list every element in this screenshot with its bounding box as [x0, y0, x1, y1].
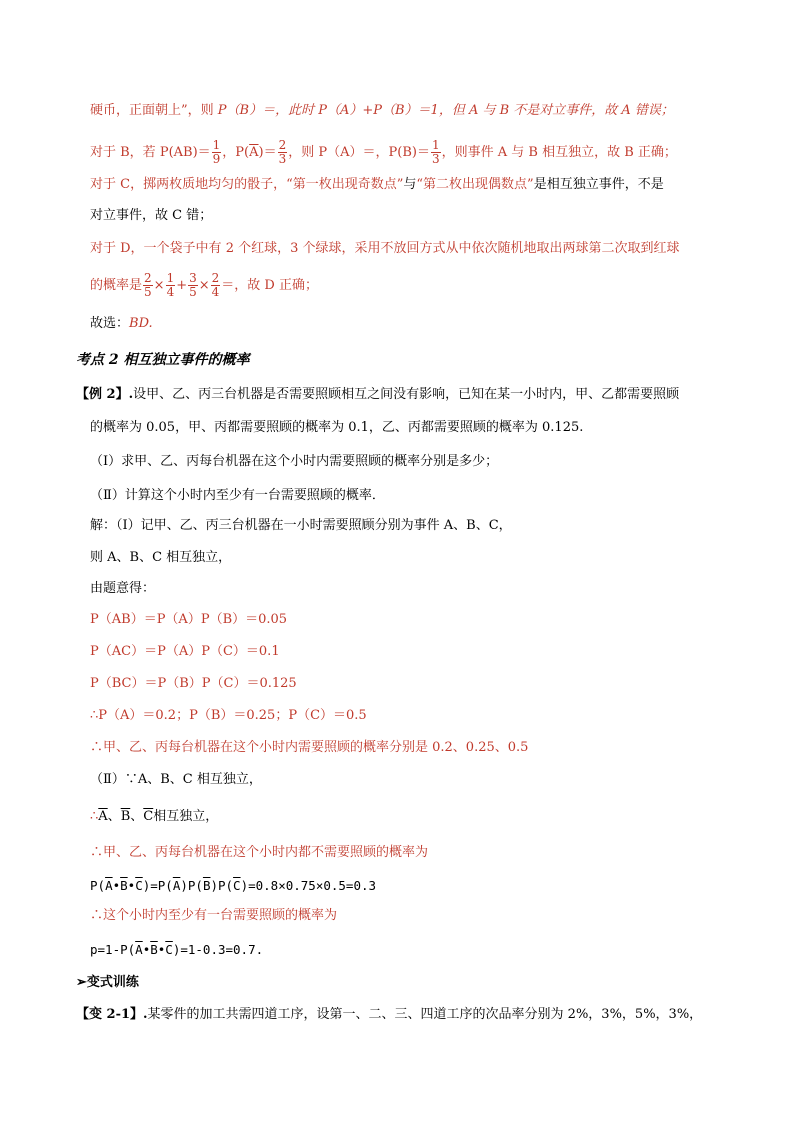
- solution-line-c: 对于 C，掷两枚质地均匀的骰子，“第一枚出现奇数点”与“第二枚出现偶数点”是相互独立事件，不是: [90, 177, 664, 192]
- solution-step-13: ∴这个小时内至少有一台需要照顾的概率为: [90, 908, 338, 923]
- solution-line-d: 对于 D，一个袋子中有 2 个红球，3 个绿球，采用不放回方式从中依次随机地取出两球第二次取到红球: [90, 241, 680, 256]
- fraction: $\frac{3}{5}$: [189, 271, 197, 299]
- solution-step-7: ∴P（A）＝0.2；P（B）＝0.25；P（C）＝0.5: [90, 708, 367, 723]
- solution-step-1: 解：（Ⅰ）记甲、乙、丙三台机器在一小时需要照顾分别为事件 A、B、C，: [90, 518, 512, 533]
- solution-line-b: 对于 B，若 P(AB)＝ $\frac{1}{9}$ ，$P(\overline{A})=$ $\frac{2}{3}$ ，则 P（A）＝，P(B)＝ $\frac{1}{3}$ ，则事件 A 与 B 相互独立，故 B 正确；: [90, 138, 677, 166]
- fraction: $\frac{2}{4}$: [211, 271, 220, 299]
- solution-step-12: $P(\overline{A}•\overline{B}•\overline{C})=P(\overline{A})P(\overline{B})P(\overline{C})=0.8\times 0.75\times 0.5=0.3$: [90, 878, 377, 893]
- solution-step-5: P（AC）＝P（A）P（C）＝0.1: [90, 644, 280, 659]
- fraction: $\frac{1}{9}$: [212, 138, 221, 166]
- solution-line-a-conclusion: 硬币，正面朝上”，则 P（B）＝，此时 P（A）+P（B）＝1，但 A 与 B 不是对立事件，故 A 错误；: [90, 103, 674, 118]
- solution-step-8: ∴甲、乙、丙每台机器在这个小时内需要照顾的概率分别是 0.2、0.25、0.5: [90, 740, 529, 755]
- fraction: $\frac{1}{4}$: [166, 271, 175, 299]
- solution-line-d-calc: 的概率是 $\frac{2}{5}$ × $\frac{1}{4}$ + $\frac{3}{5}$ × $\frac{2}{4}$ ＝，故 D 正确；: [90, 271, 318, 299]
- question-1: （Ⅰ）求甲、乙、丙每台机器在这个小时内需要照顾的概率分别是多少；: [90, 454, 499, 469]
- arrow-icon: ➢: [76, 975, 87, 990]
- fraction: $\frac{2}{5}$: [144, 271, 152, 299]
- variant-tag: 【变 2-1】.: [76, 1007, 148, 1022]
- answer-line: 故选：BD.: [90, 316, 153, 331]
- solution-step-6: P（BC）＝P（B）P（C）＝0.125: [90, 676, 297, 691]
- variant-line: 【变 2-1】.某零件的加工共需四道工序，设第一、二、三、四道工序的次品率分别为 2%，3%，5%，3%，: [76, 1007, 703, 1022]
- solution-step-4: P（AB）＝P（A）P（B）＝0.05: [90, 612, 288, 627]
- fraction: $\frac{2}{3}$: [278, 138, 287, 166]
- solution-step-11: ∴甲、乙、丙每台机器在这个小时内都不需要照顾的概率为: [90, 845, 429, 860]
- example-line-2: 的概率为 0.05，甲、丙都需要照顾的概率为 0.1，乙、丙都需要照顾的概率为 0.125.: [90, 420, 584, 435]
- fraction: $\frac{1}{3}$: [431, 138, 440, 166]
- solution-step-9: （Ⅱ）∵A、B、C 相互独立，: [90, 772, 262, 787]
- solution-step-3: 由题意得：: [90, 581, 156, 596]
- solution-line-c-cont: 对立事件，故 C 错；: [90, 208, 213, 223]
- question-2: （Ⅱ）计算这个小时内至少有一台需要照顾的概率．: [90, 488, 385, 503]
- solution-step-2: 则 A、B、C 相互独立，: [90, 550, 232, 565]
- solution-step-10: $\therefore\overline{A}$、$\overline{B}$、$\overline{C}$相互独立，: [90, 809, 219, 824]
- section-heading: 考点 2 相互独立事件的概率: [76, 352, 250, 368]
- example-tag: 【例 2】.: [76, 387, 134, 402]
- solution-step-14: $p=1-P(\overline{A}•\overline{B}•\overline{C})=1-0.3=0.7$.: [90, 942, 264, 957]
- variant-heading: ➢变式训练: [76, 975, 139, 990]
- example-line: 【例 2】.设甲、乙、丙三台机器是否需要照顾相互之间没有影响，已知在某一小时内，甲、乙都需要照顾: [76, 387, 680, 402]
